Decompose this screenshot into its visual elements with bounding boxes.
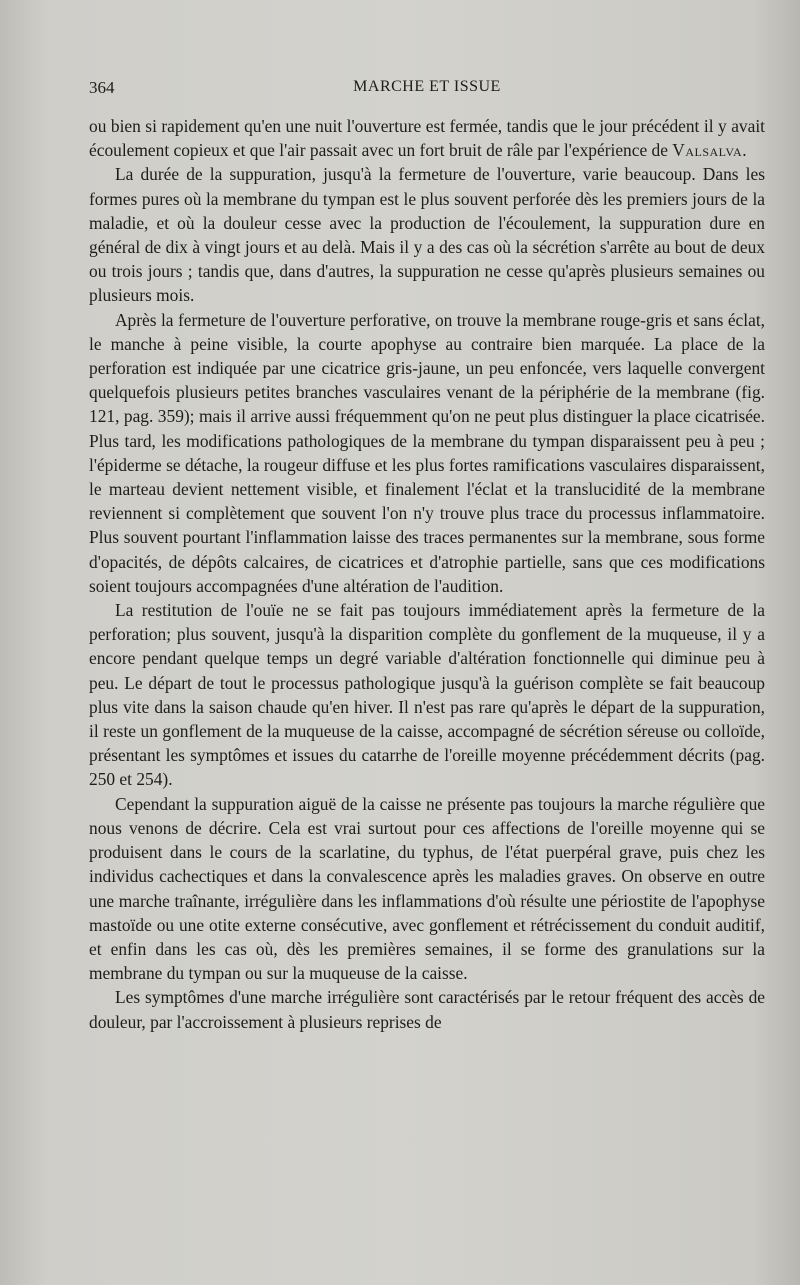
- paragraph-1-text: ou bien si rapidement qu'en une nuit l'ouverture est fermée, tandis que le jour précédent il y avait écoulement copieux et que l'air passait avec un fort bruit de râle par l'expérience de: [89, 116, 765, 161]
- author-name-valsalva: Valsalva: [672, 140, 743, 161]
- running-title: MARCHE ET ISSUE: [353, 78, 501, 95]
- paragraph-6: Les symptômes d'une marche irrégulière sont caractérisés par le retour fréquent des accès de douleur, par l'accroissement à plusieurs reprises de: [89, 987, 765, 1032]
- paragraph-3: Après la fermeture de l'ouverture perforative, on trouve la membrane rouge-gris et sans éclat, le manche à peine visible, la courte apophyse au contraire bien marquée. La place de la perforation est indiquée par une cicatrice gris-jaune, un peu enfoncée, vers laquelle convergent quelquefois plusieurs petites branches vasculaires venant de la périphérie de la membrane (fig. 121, pag. 359); mais il arrive aussi fréquemment qu'on ne peut plus distinguer la place cicatrisée. Plus tard, les modifications pathologiques de la membrane du tympan disparaissent peu à peu ; l'épiderme se détache, la rougeur diffuse et les plus fortes ramifications vasculaires disparaissent, le marteau devient nettement visible, et finalement l'éclat et la translucidité de la membrane reviennent si complètement que souvent l'on n'y trouve plus trace du processus inflammatoire. Plus souvent pourtant l'inflammation laisse des traces permanentes sur la membrane, sous forme d'opacités, de dépôts calcaires, de cicatrices et d'atrophie partielle, sans que ces modifications soient toujours accompagnées d'une altération de l'audition.: [89, 309, 765, 596]
- paragraph-1: [89, 114, 765, 162]
- running-head: [89, 78, 765, 100]
- page-number: 364: [89, 78, 115, 97]
- body-text: [89, 114, 765, 1034]
- paragraph-4: La restitution de l'ouïe ne se fait pas toujours immédiatement après la fermeture de la perforation; plus souvent, jusqu'à la disparition complète du gonflement de la muqueuse, il y a encore pendant quelque temps un degré variable d'altération fonctionnelle qui diminue peu à peu. Le départ de tout le processus pathologique jusqu'à la guérison complète se fait beaucoup plus vite dans la saison chaude qu'en hiver. Il n'est pas rare qu'après le départ de la suppuration, il reste un gonflement de la muqueuse de la caisse, accompagné de sécrétion séreuse ou colloïde, présentant les symptômes et issues du catarrhe de l'oreille moyenne précédemment décrits (pag. 250 et 254).: [89, 600, 765, 790]
- paragraph-2: La durée de la suppuration, jusqu'à la fermeture de l'ouverture, varie beaucoup. Dans les formes pures où la membrane du tympan est le plus souvent perforée dès les premiers jours de la maladie, et où la douleur cesse avec la production de l'écoulement, la suppuration dure en général de dix à vingt jours et au delà. Mais il y a des cas où la sécrétion s'arrête au bout de deux ou trois jours ; tandis que, dans d'autres, la suppuration ne cesse qu'après plusieurs semaines ou plusieurs mois.: [89, 164, 765, 306]
- paragraph-5: Cependant la suppuration aiguë de la caisse ne présente pas toujours la marche régulière que nous venons de décrire. Cela est vrai surtout pour ces affections de l'oreille moyenne qui se produisent dans le cours de la scarlatine, du typhus, de l'état puerpéral grave, puis chez les individus cachectiques et dans la convalescence après les maladies graves. On observe en outre une marche traînante, irrégulière dans les inflammations d'où résulte une périostite de l'apophyse mastoïde ou une otite externe consécutive, avec gonflement et rétrécissement du conduit auditif, et enfin dans les cas où, dès les premières semaines, il se forme des granulations sur la membrane du tympan ou sur la muqueuse de la caisse.: [89, 793, 765, 984]
- paragraph-1-end: .: [742, 140, 747, 161]
